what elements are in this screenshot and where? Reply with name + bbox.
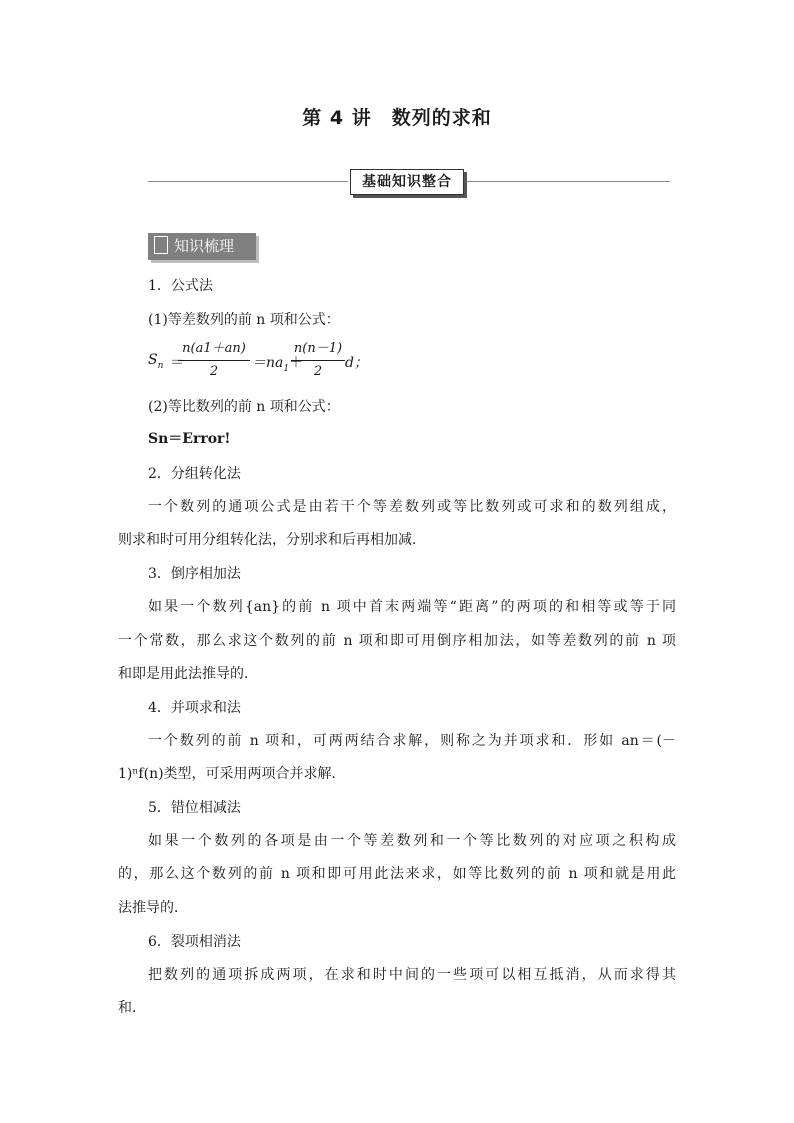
heading-merge-method: 4．并项求和法: [148, 700, 241, 716]
fraction-numerator-2: n(n－1): [293, 341, 343, 356]
fraction-denominator-2: 2: [313, 364, 323, 379]
paragraph-reverse-3: 和即是用此法推导的．: [118, 666, 258, 682]
formula-fraction-2: [291, 340, 345, 381]
paragraph-arithmetic-sum: (1)等差数列的前 n 项和公式：: [148, 312, 340, 328]
paragraph-reverse-2: 一个常数，那么求这个数列的前 n 项和即可用倒序相加法，如等差数列的前 n 项: [118, 633, 676, 649]
paragraph-group-1: 一个数列的通项公式是由若干个等差数列或等比数列或可求和的数列组成，: [148, 499, 676, 515]
paragraph-group-2: 则求和时可用分组转化法，分别求和后再相加减．: [118, 532, 426, 548]
fraction-bar-1: [178, 360, 250, 361]
subsection-label: 知识梳理: [174, 237, 235, 255]
paragraph-merge-1: 一个数列的前 n 项和，可两两结合求解，则称之为并项求和．形如 an＝(－: [148, 733, 676, 749]
formula-fraction-1: [178, 340, 250, 381]
heading-group-method: 2．分组转化法: [148, 466, 241, 482]
square-icon: [154, 236, 168, 254]
heading-reverse-method: 3．倒序相加法: [148, 566, 241, 582]
paragraph-split-2: 和．: [118, 1000, 146, 1016]
formula-lhs: $S_n$: [148, 352, 164, 371]
heading-shift-method: 5．错位相减法: [148, 800, 241, 816]
heading-formula-method: 1．公式法: [148, 278, 213, 294]
divider-right: [466, 181, 670, 182]
paragraph-reverse-1: 如果一个数列{an}的前 n 项中首末两端等“距离”的两项的和相等或等于同: [148, 599, 676, 615]
formula-plus: ＋: [289, 355, 303, 371]
page-title: 第 4 讲 数列的求和: [302, 107, 492, 129]
divider-left: [148, 181, 348, 182]
formula-tail: d；: [345, 355, 368, 371]
formula-equals-1: ＝: [170, 355, 184, 371]
paragraph-merge-2: 1)ⁿf(n)类型，可采用两项合并求解．: [118, 766, 346, 782]
heading-split-method: 6．裂项相消法: [148, 934, 241, 950]
paragraph-shift-2: 的，那么这个数列的前 n 项和即可用此法来求，如等比数列的前 n 项和就是用此: [118, 866, 676, 882]
fraction-numerator-1: n(a1＋an): [182, 341, 246, 356]
subsection-banner: [148, 233, 256, 260]
section-heading: 基础知识整合: [350, 169, 464, 195]
fraction-bar-2: [291, 360, 345, 361]
paragraph-geometric-sum: (2)等比数列的前 n 项和公式：: [148, 399, 340, 415]
fraction-denominator-1: 2: [209, 364, 219, 379]
paragraph-split-1: 把数列的通项拆成两项，在求和时中间的一些项可以相互抵消，从而求得其: [148, 967, 676, 983]
paragraph-shift-1: 如果一个数列的各项是由一个等差数列和一个等比数列的对应项之积构成: [148, 833, 676, 849]
formula-geometric-sum: Sn＝Error!: [148, 431, 231, 447]
formula-middle: $=na_1$: [252, 355, 290, 374]
paragraph-shift-3: 法推导的．: [118, 900, 188, 916]
